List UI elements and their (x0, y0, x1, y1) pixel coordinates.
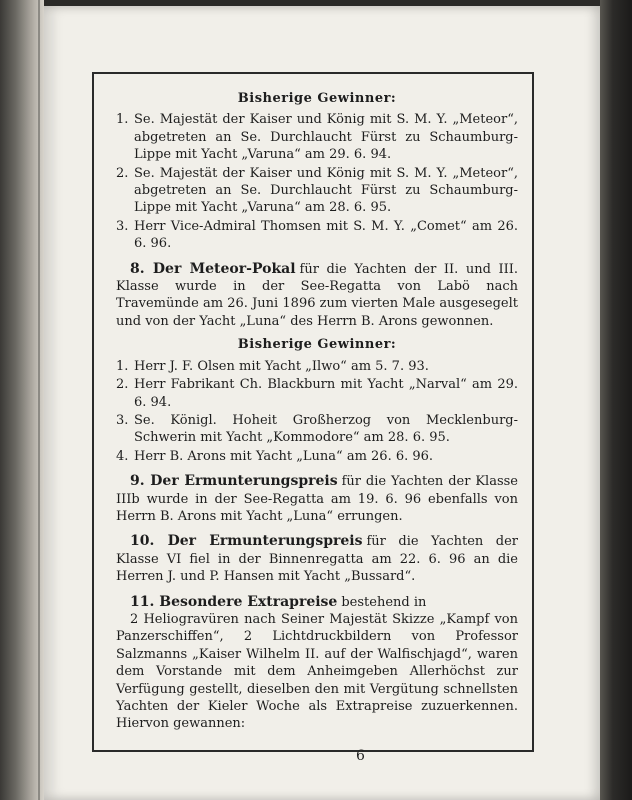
section-title: 11. Besondere Extrapreise (130, 593, 338, 610)
previous-winners-heading-2: Bisherige Gewinner: (237, 337, 397, 353)
section-text: für die Yachten der Klasse VI fiel in der Binnenregatta am 22. 6. 96 an die Herren J. und P. Hansen mit Yacht „Bussard“. (116, 534, 519, 585)
section-meteor-pokal (116, 261, 518, 331)
page-border-frame (92, 72, 534, 752)
previous-winners-heading: Bisherige Gewinner: (237, 91, 397, 106)
section-text: 2 Heliogravüren nach Seiner Majestät Skizze „Kampf von Panzerschiffen“, 2 Lichtdruckbildern von Professor Salzmanns „Kaiser Wilhelm II. auf der Walfischjagd“, waren dem Vorstande mit dem Anheimgeben Allerhöchst zur Verfügung gestellt, dieselben den mit Vergütung schnellsten Yachten der Kieler Woche als Extrapreise zuzuerkennen. Hiervon gewannen: (116, 611, 518, 732)
page-number: 6 (356, 748, 365, 764)
section-ermunterungspreis-9 (116, 473, 518, 525)
section-text: für die Yachten der Klasse IIIb wurde in der See-Regatta am 19. 6. 96 ebenfalls von Herrn B. Arons mit Yacht „Luna“ errungen. (116, 474, 518, 524)
list-item: 1. Herr J. F. Olsen mit Yacht „Ilwo“ am 5. 7. 93. (116, 358, 429, 374)
page-content (116, 88, 518, 739)
section-title: 10. Der Ermunterungspreis (130, 533, 363, 550)
section-title: 8. Der Meteor-Pokal (130, 260, 296, 277)
previous-winners-list (116, 111, 518, 252)
previous-winners-list-2 (116, 358, 518, 465)
book-spine-left (0, 0, 44, 800)
section-title: 9. Der Ermunterungspreis (130, 473, 338, 490)
book-edge-right (600, 0, 632, 800)
section-ermunterungspreis-10 (116, 533, 518, 585)
list-item: 1. Se. Majestät der Kaiser und König mit S. M. Y. „Meteor“, abgetreten an Se. Durchlaucht Fürst zu Schaumburg-Lippe mit Yacht „Varuna“ am 29. 6. 94. (116, 112, 518, 163)
list-item: 2. Herr Fabrikant Ch. Blackburn mit Yacht „Narval“ am 29. 6. 94. (116, 377, 518, 410)
list-item: 3. Se. Königl. Hoheit Großherzog von Mecklenburg-Schwerin mit Yacht „Kommodore“ am 28. 6. 95. (116, 412, 518, 446)
list-item: 2. Se. Majestät der Kaiser und König mit S. M. Y. „Meteor“, abgetreten an Se. Durchlaucht Fürst zu Schaumburg-Lippe mit Yacht „Varuna“ am 28. 6. 95. (116, 165, 518, 216)
list-item: 4. Herr B. Arons mit Yacht „Luna“ am 26. 6. 96. (116, 448, 434, 464)
section-extrapreise (116, 594, 518, 733)
list-item: 3. Herr Vice-Admiral Thomsen mit S. M. Y. „Comet“ am 26. 6. 96. (116, 218, 518, 252)
section-lead: bestehend in (341, 594, 427, 610)
section-text: für die Yachten der II. und III. Klasse wurde in der See-Regatta von Labö nach Travemünde am 26. Juni 1896 zum vierten Male ausgesegelt und von der Yacht „Luna“ des Herrn B. Arons gewonnen. (116, 261, 519, 329)
